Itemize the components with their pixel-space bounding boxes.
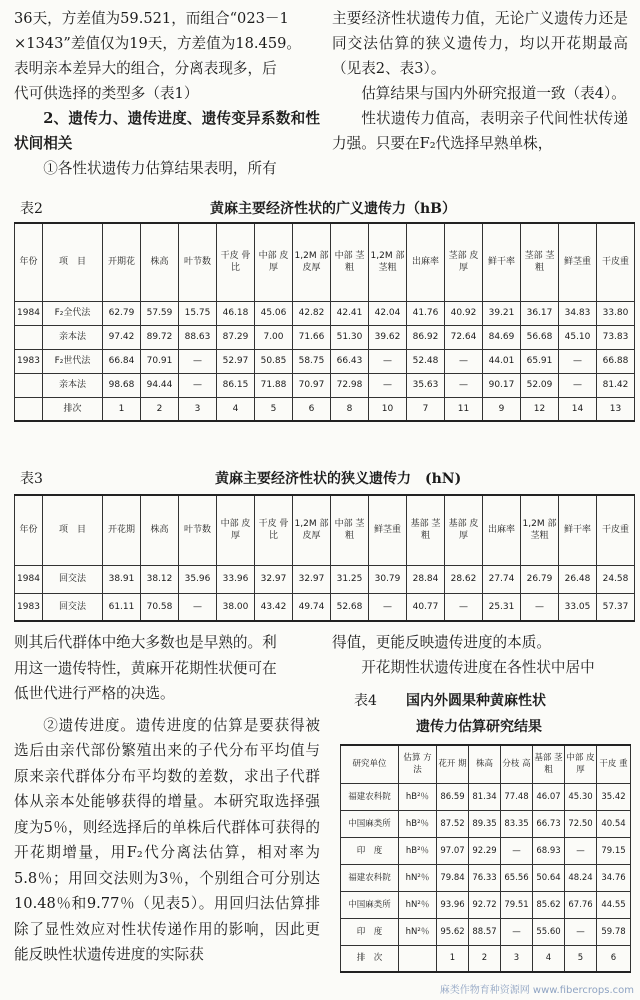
table-row: [341, 864, 631, 891]
row-method-cell: hB²％: [399, 783, 437, 810]
table-row: [15, 397, 635, 421]
value-cell: 9: [483, 397, 521, 421]
value-cell: 89.72: [141, 325, 179, 349]
value-cell: 40.77: [407, 593, 445, 621]
value-cell: 44.01: [483, 349, 521, 373]
table-header-cell: 叶节数: [179, 495, 217, 565]
value-cell: 55.60: [533, 918, 565, 945]
value-cell: 68.93: [533, 837, 565, 864]
table-header-cell: 叶节数: [179, 223, 217, 301]
value-cell: 72.50: [565, 810, 597, 837]
value-cell: 39.21: [483, 301, 521, 325]
value-cell: 72.64: [445, 325, 483, 349]
value-cell: 46.07: [533, 783, 565, 810]
value-cell: 4: [217, 397, 255, 421]
row-item-cell: 排次: [43, 397, 103, 421]
value-cell: 44.55: [597, 891, 631, 918]
table2-caption: [20, 198, 630, 216]
value-cell: 39.62: [369, 325, 407, 349]
value-cell: 61.11: [103, 593, 141, 621]
table4-label: 表4: [354, 693, 377, 709]
value-cell: 28.62: [445, 565, 483, 593]
value-cell: 59.78: [597, 918, 631, 945]
value-cell: 50.85: [255, 349, 293, 373]
value-cell: 86.59: [437, 783, 469, 810]
row-year-cell: 1983: [15, 349, 43, 373]
value-cell: 11: [445, 397, 483, 421]
value-cell: —: [559, 373, 597, 397]
text-line: 用这一遗传特性，黄麻开花期性状便可在: [14, 659, 277, 677]
table-header-cell: 鲜茎重: [369, 495, 407, 565]
table-header-cell: 鲜干率: [483, 223, 521, 301]
value-cell: 87.29: [217, 325, 255, 349]
value-cell: 28.84: [407, 565, 445, 593]
value-cell: 2: [469, 945, 501, 972]
value-cell: 92.29: [469, 837, 501, 864]
value-cell: —: [369, 593, 407, 621]
value-cell: 98.68: [103, 373, 141, 397]
value-cell: 73.83: [597, 325, 635, 349]
row-unit-cell: 福建农科院: [341, 783, 399, 810]
table-header-cell: 年份: [15, 495, 43, 565]
table4: [340, 744, 631, 973]
value-cell: 52.48: [407, 349, 445, 373]
table-header-cell: 鲜干率: [559, 495, 597, 565]
table-header-cell: 干皮 重: [597, 745, 631, 783]
value-cell: 86.92: [407, 325, 445, 349]
value-cell: 15.75: [179, 301, 217, 325]
value-cell: 1: [103, 397, 141, 421]
value-cell: 87.52: [437, 810, 469, 837]
value-cell: 48.24: [565, 864, 597, 891]
table-header-cell: 茎部 皮厚: [445, 223, 483, 301]
value-cell: 88.57: [469, 918, 501, 945]
table-header-cell: 株高: [141, 495, 179, 565]
value-cell: 45.10: [559, 325, 597, 349]
value-cell: 42.82: [293, 301, 331, 325]
table-header-cell: 茎部 茎粗: [521, 223, 559, 301]
value-cell: 38.00: [217, 593, 255, 621]
value-cell: 50.64: [533, 864, 565, 891]
table-row: [15, 565, 635, 593]
table-header-cell: 项 目: [43, 495, 103, 565]
value-cell: 5: [255, 397, 293, 421]
value-cell: —: [369, 373, 407, 397]
table-header-cell: 干皮重: [597, 495, 635, 565]
table-header-cell: 出麻率: [483, 495, 521, 565]
row-year-cell: [15, 373, 43, 397]
table-header-cell: 项 目: [43, 223, 103, 301]
value-cell: 94.44: [141, 373, 179, 397]
table-header-cell: 1,2M 部茎粗: [521, 495, 559, 565]
text-line: 代可供选择的类型多（表1）: [14, 85, 199, 102]
value-cell: 41.76: [407, 301, 445, 325]
table4-caption: [354, 690, 630, 736]
value-cell: 27.74: [483, 565, 521, 593]
value-cell: 5: [565, 945, 597, 972]
value-cell: —: [521, 593, 559, 621]
table-header-cell: 中部 茎粗: [331, 223, 369, 301]
value-cell: 40.92: [445, 301, 483, 325]
row-item-cell: F₂世代法: [43, 349, 103, 373]
row-item-cell: 回交法: [43, 593, 103, 621]
table-header-cell: 中部 皮厚: [255, 223, 293, 301]
value-cell: 81.42: [597, 373, 635, 397]
value-cell: 33.80: [597, 301, 635, 325]
table-header-cell: 分枝 高: [501, 745, 533, 783]
table-row: [341, 810, 631, 837]
paragraph: ②遗传进度。遗传进度的估算是要获得被选后由亲代部份繁殖出来的子代分布平均值与原来亲代群体分布平均数的差数，求出子代群体从亲本处能够获得的增量。本研究取选择强度为5％，则经选择后的单株后代群体可获得的开花期增量，用F₂代分离法估算，相对率为5.8％；用回交法则为3％，个别组合可分别达10.48％和9.77％（见表5）。用回归法估算排除了显性效应对性状传递作用的影响，因此更能反映性状遗传进度的实际获: [14, 716, 320, 963]
value-cell: 95.62: [437, 918, 469, 945]
value-cell: 3: [501, 945, 533, 972]
table3-title: 黄麻主要经济性状的狭义遗传力 (hN): [215, 471, 462, 487]
value-cell: 42.41: [331, 301, 369, 325]
value-cell: 34.76: [597, 864, 631, 891]
value-cell: 58.75: [293, 349, 331, 373]
row-unit-cell: 中国麻类所: [341, 891, 399, 918]
value-cell: —: [445, 593, 483, 621]
table3-caption: [20, 468, 630, 486]
value-cell: 65.56: [501, 864, 533, 891]
table-header-cell: 鲜茎重: [559, 223, 597, 301]
table-header-cell: 株高: [141, 223, 179, 301]
paragraph: 主要经济性状遗传力值，无论广义遗传力还是同交法估算的狭义遗传力，均以开花期最高（见表2、表3）。: [332, 10, 628, 77]
value-cell: 84.69: [483, 325, 521, 349]
value-cell: 71.88: [255, 373, 293, 397]
value-cell: 89.35: [469, 810, 501, 837]
value-cell: 70.97: [293, 373, 331, 397]
value-cell: —: [565, 837, 597, 864]
table3: [14, 494, 635, 622]
text-line: 则其后代群体中绝大多数也是早熟的。利: [14, 634, 277, 651]
value-cell: 52.97: [217, 349, 255, 373]
table-header-cell: 出麻率: [407, 223, 445, 301]
value-cell: 13: [597, 397, 635, 421]
left-bottom-text: [14, 630, 320, 968]
row-method-cell: hB²％: [399, 837, 437, 864]
value-cell: 46.18: [217, 301, 255, 325]
value-cell: 24.58: [597, 565, 635, 593]
value-cell: 42.04: [369, 301, 407, 325]
table-header-cell: 1,2M 部茎粗: [369, 223, 407, 301]
value-cell: 66.73: [533, 810, 565, 837]
row-method-cell: hN²％: [399, 918, 437, 945]
table-header-cell: 开期花: [103, 223, 141, 301]
value-cell: 79.51: [501, 891, 533, 918]
row-method-cell: hN²％: [399, 891, 437, 918]
value-cell: —: [179, 349, 217, 373]
left-top-text: [14, 6, 320, 181]
table-row: [341, 918, 631, 945]
table-header-cell: 基部 皮厚: [445, 495, 483, 565]
text-line: ×1343”差值仅为19天，方差值为18.459。: [14, 35, 301, 52]
table-header-cell: 中部 皮厚: [565, 745, 597, 783]
value-cell: 62.79: [103, 301, 141, 325]
value-cell: —: [445, 373, 483, 397]
table-header-cell: 干皮 骨比: [217, 223, 255, 301]
value-cell: 88.63: [179, 325, 217, 349]
value-cell: 66.43: [331, 349, 369, 373]
value-cell: 86.15: [217, 373, 255, 397]
value-cell: 12: [521, 397, 559, 421]
value-cell: 56.68: [521, 325, 559, 349]
value-cell: 7.00: [255, 325, 293, 349]
paragraph: 估算结果与国内外研究报道一致（表4）。: [361, 85, 626, 102]
row-item-cell: F₂全代法: [43, 301, 103, 325]
value-cell: —: [369, 349, 407, 373]
table-header-cell: 基部 茎粗: [407, 495, 445, 565]
text-line: 36天，方差值为59.521，而组合“023－1: [14, 10, 289, 27]
value-cell: 6: [597, 945, 631, 972]
value-cell: 14: [559, 397, 597, 421]
value-cell: 49.74: [293, 593, 331, 621]
section-heading: 2、遗传力、遗传进度、遗传变异系数和性状间相关: [14, 110, 320, 152]
value-cell: 90.17: [483, 373, 521, 397]
table-header-cell: 开花期: [103, 495, 141, 565]
table4-title-line1: 国内外圆果种黄麻性状: [406, 693, 546, 709]
table-row: [15, 325, 635, 349]
value-cell: 31.25: [331, 565, 369, 593]
table-header-cell: 年份: [15, 223, 43, 301]
table3-label: 表3: [20, 471, 43, 487]
value-cell: 40.54: [597, 810, 631, 837]
value-cell: 32.97: [293, 565, 331, 593]
row-unit-cell: 福建农科院: [341, 864, 399, 891]
value-cell: 1: [437, 945, 469, 972]
value-cell: 76.33: [469, 864, 501, 891]
table-row: [341, 837, 631, 864]
value-cell: 52.68: [331, 593, 369, 621]
text-line: 低世代进行严格的决选。: [14, 685, 175, 702]
value-cell: —: [445, 349, 483, 373]
table-row: [15, 301, 635, 325]
value-cell: 85.62: [533, 891, 565, 918]
table-row: [341, 783, 631, 810]
table-header-cell: 估算 方法: [399, 745, 437, 783]
value-cell: 38.12: [141, 565, 179, 593]
value-cell: 45.06: [255, 301, 293, 325]
value-cell: 77.48: [501, 783, 533, 810]
value-cell: 26.79: [521, 565, 559, 593]
table2: [14, 222, 635, 422]
value-cell: 57.37: [597, 593, 635, 621]
value-cell: 81.34: [469, 783, 501, 810]
value-cell: —: [565, 918, 597, 945]
row-unit-cell: 印 度: [341, 918, 399, 945]
value-cell: 52.09: [521, 373, 559, 397]
value-cell: 7: [407, 397, 445, 421]
value-cell: 45.30: [565, 783, 597, 810]
watermark: 麻类作物育种资源网 www.fibercrops.com: [439, 985, 634, 996]
value-cell: 71.66: [293, 325, 331, 349]
value-cell: —: [501, 918, 533, 945]
value-cell: —: [559, 349, 597, 373]
value-cell: 51.30: [331, 325, 369, 349]
row-unit-cell: 印 度: [341, 837, 399, 864]
row-year-cell: [15, 397, 43, 421]
value-cell: 72.98: [331, 373, 369, 397]
value-cell: 35.42: [597, 783, 631, 810]
row-method-cell: hN²％: [399, 864, 437, 891]
right-bottom-text: [332, 630, 628, 680]
value-cell: —: [179, 593, 217, 621]
table-header-cell: 中部 茎粗: [331, 495, 369, 565]
row-year-cell: [15, 325, 43, 349]
value-cell: 79.15: [597, 837, 631, 864]
text-line: 表明亲本差异大的组合，分离表现多，后: [14, 60, 277, 77]
row-year-cell: 1984: [15, 301, 43, 325]
table-header-cell: 1,2M 部皮厚: [293, 223, 331, 301]
row-item-cell: 亲本法: [43, 373, 103, 397]
table-row: [15, 349, 635, 373]
row-unit-cell: 排 次: [341, 945, 399, 972]
value-cell: 57.59: [141, 301, 179, 325]
value-cell: 70.58: [141, 593, 179, 621]
value-cell: 67.76: [565, 891, 597, 918]
value-cell: 4: [533, 945, 565, 972]
table2-label: 表2: [20, 201, 43, 217]
table-header-cell: 基部 茎粗: [533, 745, 565, 783]
table-row: [341, 945, 631, 972]
value-cell: 26.48: [559, 565, 597, 593]
value-cell: 70.91: [141, 349, 179, 373]
row-year-cell: 1984: [15, 565, 43, 593]
value-cell: 10: [369, 397, 407, 421]
value-cell: 38.91: [103, 565, 141, 593]
table-header-cell: 干皮重: [597, 223, 635, 301]
table-header-cell: 干皮 骨比: [255, 495, 293, 565]
value-cell: 8: [331, 397, 369, 421]
value-cell: 97.07: [437, 837, 469, 864]
value-cell: 32.97: [255, 565, 293, 593]
row-method-cell: [399, 945, 437, 972]
value-cell: 35.63: [407, 373, 445, 397]
table2-title: 黄麻主要经济性状的广义遗传力（hB）: [210, 201, 457, 217]
row-year-cell: 1983: [15, 593, 43, 621]
table-header-cell: 研究单位: [341, 745, 399, 783]
paragraph: 性状遗传力值高，表明亲子代间性状传递力强。只要在F₂代选择早熟单株，: [332, 110, 628, 152]
value-cell: 65.91: [521, 349, 559, 373]
table-row: [15, 373, 635, 397]
value-cell: 43.42: [255, 593, 293, 621]
value-cell: 33.05: [559, 593, 597, 621]
value-cell: 34.83: [559, 301, 597, 325]
value-cell: 79.84: [437, 864, 469, 891]
value-cell: 3: [179, 397, 217, 421]
paragraph: 开花期性状遗传进度在各性状中居中: [361, 659, 595, 676]
right-top-text: [332, 6, 628, 156]
value-cell: 93.96: [437, 891, 469, 918]
row-item-cell: 回交法: [43, 565, 103, 593]
table-row: [341, 891, 631, 918]
value-cell: 2: [141, 397, 179, 421]
row-unit-cell: 中国麻类所: [341, 810, 399, 837]
value-cell: 6: [293, 397, 331, 421]
value-cell: 30.79: [369, 565, 407, 593]
table-row: [15, 593, 635, 621]
row-item-cell: 亲本法: [43, 325, 103, 349]
value-cell: 33.96: [217, 565, 255, 593]
paragraph: ①各性状遗传力估算结果表明，所有: [43, 160, 277, 177]
value-cell: 66.88: [597, 349, 635, 373]
value-cell: 66.84: [103, 349, 141, 373]
table4-title-line2: 遗传力估算研究结果: [416, 719, 542, 735]
table-header-cell: 中部 皮厚: [217, 495, 255, 565]
value-cell: 92.72: [469, 891, 501, 918]
value-cell: 35.96: [179, 565, 217, 593]
paragraph: 得值，更能反映遗传进度的本质。: [332, 634, 551, 651]
value-cell: 36.17: [521, 301, 559, 325]
row-method-cell: hB²％: [399, 810, 437, 837]
table-header-cell: 株高: [469, 745, 501, 783]
table-header-cell: 花开 期: [437, 745, 469, 783]
value-cell: 83.35: [501, 810, 533, 837]
value-cell: 97.42: [103, 325, 141, 349]
value-cell: —: [179, 373, 217, 397]
value-cell: 25.31: [483, 593, 521, 621]
value-cell: —: [501, 837, 533, 864]
table-header-cell: 1,2M 部皮厚: [293, 495, 331, 565]
